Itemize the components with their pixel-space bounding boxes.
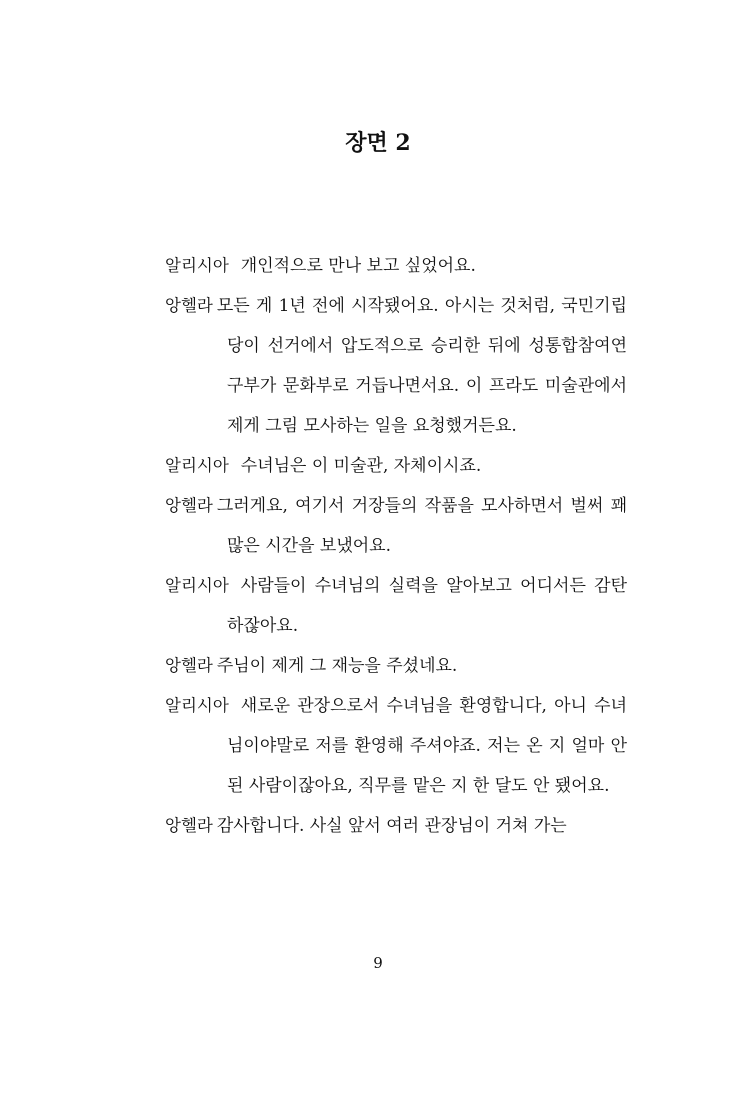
- speaker-name: 알리시아: [165, 696, 229, 715]
- speaker-name: 앙헬라: [165, 296, 213, 315]
- speaker-name: 앙헬라: [165, 496, 213, 515]
- speaker-name: 알리시아: [165, 256, 229, 275]
- speaker-name: 알리시아: [165, 576, 229, 595]
- dialogue-line: [165, 646, 627, 686]
- line-text: 감사합니다. 사실 앞서 여러 관장님이 거쳐 가는: [216, 816, 567, 836]
- line-text: 새로운 관장으로서 수녀님을 환영합니다, 아니 수녀님이야말로 저를 환영해 주셔야죠. 저는 온 지 얼마 안 된 사람이잖아요, 직무를 맡은 지 한 달도 안 됐어요.: [227, 696, 627, 796]
- dialogue-line: [165, 566, 627, 646]
- dialogue-line: [165, 686, 627, 806]
- dialogue-line: [165, 806, 627, 846]
- line-text: 모든 게 1년 전에 시작됐어요. 아시는 것처럼, 국민기립당이 선거에서 압도적으로 승리한 뒤에 성통합참여연구부가 문화부로 거듭나면서요. 이 프라도 미술관에서 제게 그림 모사하는 일을 요청했거든요.: [216, 296, 627, 436]
- scene-title: 장면 2: [345, 130, 411, 156]
- dialogue-line: [165, 286, 627, 446]
- speaker-name: 알리시아: [165, 456, 229, 475]
- dialogue-line: [165, 446, 627, 486]
- line-text: 그러게요, 여기서 거장들의 작품을 모사하면서 벌써 꽤 많은 시간을 보냈어요.: [216, 496, 627, 556]
- speaker-name: 앙헬라: [165, 816, 213, 835]
- line-text: 사람들이 수녀님의 실력을 알아보고 어디서든 감탄하잖아요.: [227, 576, 627, 636]
- speaker-name: 앙헬라: [165, 656, 213, 675]
- line-text: 개인적으로 만나 보고 싶었어요.: [240, 256, 476, 276]
- dialogue-line: [165, 246, 627, 286]
- dialogue: [165, 246, 627, 846]
- line-text: 주님이 제게 그 재능을 주셨네요.: [216, 656, 458, 676]
- page-number: 9: [373, 954, 383, 972]
- dialogue-line: [165, 486, 627, 566]
- line-text: 수녀님은 이 미술관, 자체이시죠.: [240, 456, 482, 476]
